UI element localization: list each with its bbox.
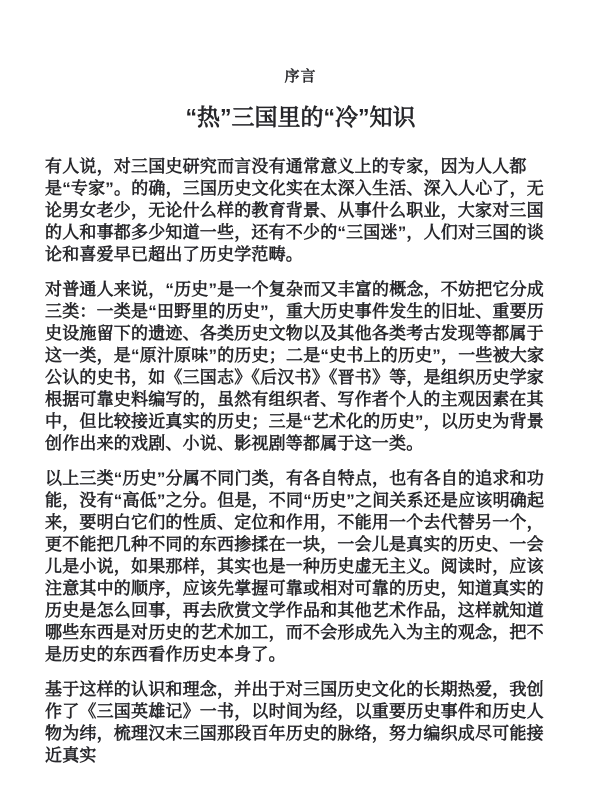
body-paragraph-4-truncated: 基于这样的认识和理念，并出于对三国历史文化的长期热爱，我创作了《三国英雄记》一书，以时间为经，以重要历史事件和历史人物为纬，梳理汉末三国那段百年历史的脉络，努力编织成尽可能接近真实 <box>45 680 544 765</box>
body-paragraph-2: 对普通人来说，“历史”是一个复杂而又丰富的概念，不妨把它分成三类：一类是“田野里的历史”，重大历史事件发生的旧址、重要历史设施留下的遗迹、各类历史文物以及其他各类考古发现等都属于这一类，是“原汁原味”的历史；二是“史书上的历史”，一些被大家公认的史书，如《三国志》《后汉书》《晋书》等，是组织历史学家根据可靠史料编写的，虽然有组织者、写作者个人的主观因素在其中，但比较接近真实的历史；三是“艺术化的历史”，以历史为背景创作出来的戏剧、小说、影视剧等都属于这一类。 <box>45 280 545 453</box>
body-paragraph-1: 有人说，对三国史研究而言没有通常意义上的专家，因为人人都是“专家”。的确，三国历史文化实在太深入生活、深入人心了，无论男女老少，无论什么样的教育背景、从事什么职业，大家对三国的人和事都多少知道一些，还有不少的“三国迷”，人们对三国的谈论和喜爱早已超出了历史学范畴。 <box>45 157 544 264</box>
page-title: “热”三国里的“冷”知识 <box>185 104 416 130</box>
section-label: 序言 <box>284 68 317 85</box>
body-paragraph-3: 以上三类“历史”分属不同门类，有各自特点，也有各自的追求和功能，没有“高低”之分。但是，不同“历史”之间关系还是应该明确起来，要明白它们的性质、定位和作用，不能用一个去代替另一个，更不能把几种不同的东西掺揉在一块，一会儿是真实的历史、一会儿是小说，如果那样，其实也是一种历史虚无主义。阅读时，应该注意其中的顺序，应该先掌握可靠或相对可靠的历史，知道真实的历史是怎么回事，再去欣赏文学作品和其他艺术作品，这样就知道哪些东西是对历史的艺术加工，而不会形成先入为主的观念，把不是历史的东西看作历史本身了。 <box>45 469 545 664</box>
